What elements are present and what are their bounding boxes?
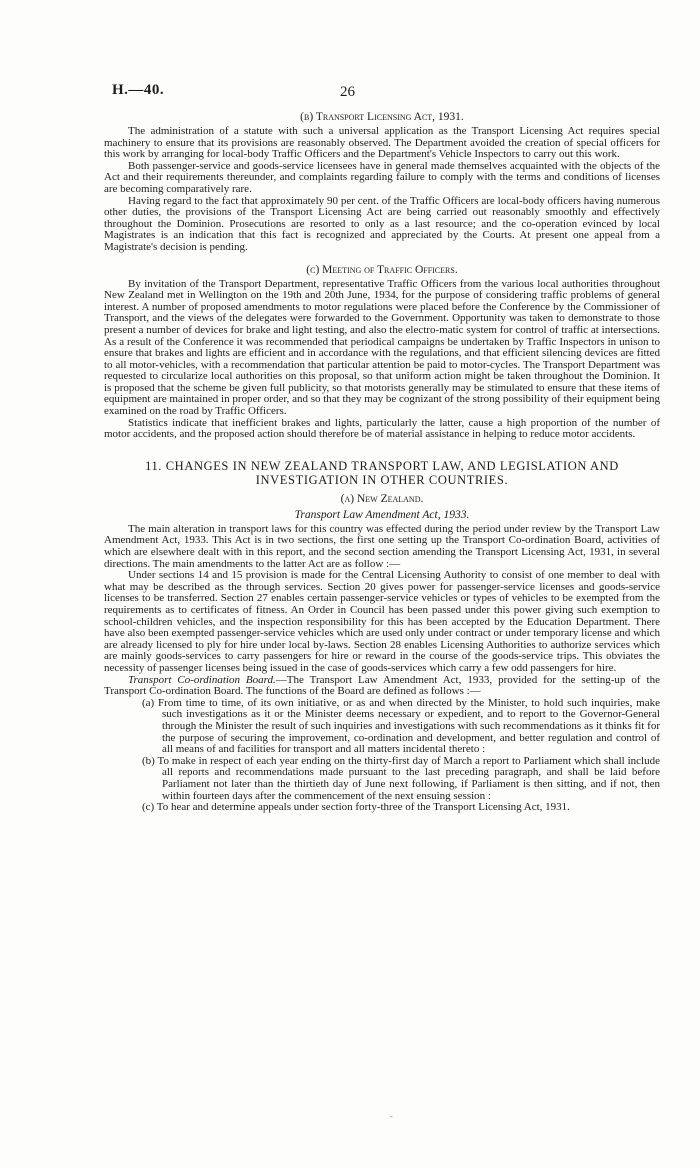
- board-text: —The Transport Law Amendment Act, 1933, provided for the setting-up of the Transport Co-ordination Board. The functions of the Board are defined as follows :—: [104, 673, 660, 698]
- section-c-title: Meeting of Traffic Officers.: [322, 263, 458, 276]
- section-b-title: Transport Licensing Act, 1931.: [315, 111, 464, 123]
- section-11-paragraph-1: The main alteration in transport laws for this country was effected during the period under review by the Transport Law Amendment Act, 1933. This Act is in two sections, the first one setting up the Transport Co-ordination Board, activities of which are elsewhere dealt with in this report, and the second section amending the Transport Licensing Act, 1931, in several directions. The main amendments to the latter Act are as follow :—: [104, 522, 660, 570]
- page-number: 26: [340, 84, 355, 100]
- document-reference: H.—40.: [112, 82, 165, 98]
- section-b-prefix: (b): [300, 111, 314, 123]
- page-body: [104, 110, 660, 814]
- act-title: Transport Law Amendment Act, 1933.: [294, 508, 470, 521]
- section-11-title: 11. CHANGES IN NEW ZEALAND TRANSPORT LAW, AND LEGISLATION AND INVESTIGATION IN OTHER COUNTRIES.: [145, 458, 619, 487]
- board-lead: Transport Co-ordination Board.: [128, 673, 276, 686]
- function-item-b: (b) To make in respect of each year ending on the thirty-first day of March a report to Parliament which shall include all reports and recommendations made pursuant to the last preceding paragraph, and shall be laid before Parliament not later than the thirtieth day of June next following, if Parliament is then sitting, and if not, then within fourteen days after the commencement of the next ensuing session :: [142, 754, 660, 802]
- section-b-paragraph-3: Having regard to the fact that approximately 90 per cent. of the Traffic Officers are local-body officers having numerous other duties, the provisions of the Transport Licensing Act are being carried out reasonably smoothly and effectively throughout the Dominion. Prosecutions are resorted to only as a last resource; and the co-operation evinced by local Magistrates is an indication that this fact is recognized and appreciated by the Courts. At present one appeal from a Magistrate's decision is pending.: [104, 194, 660, 253]
- board-paragraph: [104, 675, 660, 698]
- function-item-a: (a) From time to time, of its own initiative, or as and when directed by the Minister, to hold such inquiries, make such investigations as it or the Minister deems necessary or expedient, and to report to the Governor-General through the Minister the result of such inquiries and investigations with such recommendations as it thinks fit for the purpose of securing the improvement, co-ordination and development, and better regulation and control of all means of and facilities for transport and all matters incidental thereto :: [142, 696, 660, 756]
- section-c-prefix: (c): [306, 263, 320, 276]
- section-c-paragraph-2: Statistics indicate that inefficient brakes and lights, particularly the latter, cause a high proportion of the number of motor accidents, and the proposed action should therefore be of material assistance in helping to reduce motor accidents.: [104, 416, 660, 441]
- function-item-c: (c) To hear and determine appeals under section forty-three of the Transport Licensing Act, 1931.: [142, 801, 570, 814]
- section-11a-heading: [104, 492, 660, 506]
- section-11a-title: New Zealand.: [356, 492, 424, 505]
- section-b-heading: [104, 110, 660, 124]
- section-c-heading: [104, 263, 660, 277]
- section-b-paragraph-2: Both passenger-service and goods-service licensees have in general made themselves acquainted with the objects of the Act and their requirements thereunder, and complaints regarding failure to comply with the terms and conditions of licenses are becoming comparatively rare.: [104, 159, 660, 195]
- section-c-paragraph-1: By invitation of the Transport Department, representative Traffic Officers from the various local authorities throughout New Zealand met in Wellington on the 19th and 20th June, 1934, for the purpose of considering traffic problems of general interest. A number of proposed amendments to motor regulations were placed before the Conference by the Commissioner of Transport, and the views of the delegates were forwarded to the Government. Opportunity was taken to demonstrate to those present a number of devices for brake and light testing, and also the electro-matic system for control of traffic at intersections. As a result of the Conference it was recommended that periodical campaigns be undertaken by Traffic Inspectors in unison to ensure that brakes and lights are efficient and in accordance with the regulations, and that efficient silencing devices are fitted to all motor-vehicles, with a recommendation that particular attention be paid to motor-cycles. The Transport Department was requested to circularize local authorities on this proposal, so that uniform action might be taken throughout the Dominion. It is proposed that the scheme be given full publicity, so that motorists generally may be stimulated to ensure that these items of equipment are maintained in proper order, and so that they may be cognizant of the strong possibility of their equipment being examined on the road by Traffic Officers.: [104, 277, 660, 418]
- footer-mark: -: [390, 1112, 393, 1121]
- section-11-paragraph-2: Under sections 14 and 15 provision is made for the Central Licensing Authority to consist of one member to deal with what may be described as the through services. Section 20 gives power for passenger-service licenses and goods-service licenses to be transferred. Section 27 enables certain passenger-service vehicles or types of vehicles to be exempted from the requirements as to certificates of fitness. An Order in Council has been passed under this power giving such exemption to school-children vehicles, and the inspection responsibility for this has been accepted by the Education Department. There have also been exempted passenger-service vehicles which are used only under contract or under temporary license and which are already licensed to ply for hire under local by-laws. Section 28 enables Licensing Authorities to authorize services which are mainly goods-services to carry passengers for hire or reward in the course of the goods-service trips. This obviates the necessity of passenger licenses being issued in the case of goods-services which carry a few odd passengers for hire.: [104, 569, 660, 674]
- section-11a-prefix: (a): [340, 492, 355, 505]
- section-b-paragraph-1: The administration of a statute with such a universal application as the Transport Licensing Act requires special machinery to ensure that its provisions are reasonably observed. The Department avoided the creation of special officers for this work by arranging for local-body Traffic Officers and the Department's Vehicle Inspectors to carry out this work.: [104, 125, 660, 161]
